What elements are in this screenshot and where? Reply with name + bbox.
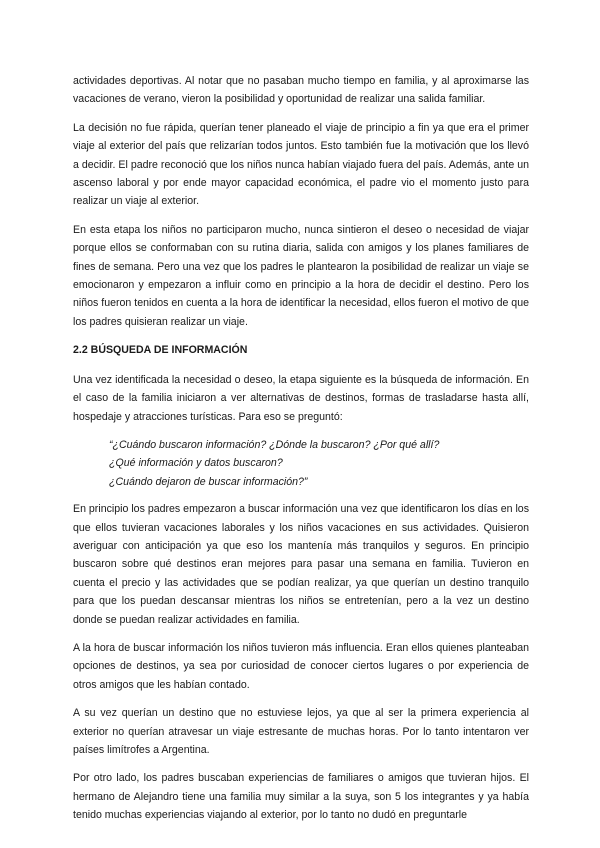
section-heading: 2.2 BÚSQUEDA DE INFORMACIÓN	[73, 344, 248, 357]
question-line: ¿Qué información y datos buscaron?	[109, 457, 283, 470]
question-line: “¿Cuándo buscaron información? ¿Dónde la buscaron? ¿Por qué allí?	[109, 438, 440, 451]
paragraph: La decisión no fue rápida, querían tener planeado el viaje de principio a fin ya que era el primer viaje al exterior del país que relizarían todos juntos. Esto también fue la motivación que los llevó a decidir. El padre reconoció que los niños nunca habían viajado fuera del país. Además, ante un ascenso laboral y por ende mayor capacidad económica, el padre vio el momento justo para realizar un viaje al exterior.	[73, 121, 529, 208]
paragraph: A su vez querían un destino que no estuviese lejos, ya que al ser la primera experiencia al exterior no querían atravesar un viaje estresante de muchas horas. Por lo tanto intentaron ver países limítrofes a Argentina.	[73, 707, 529, 756]
questions-block	[109, 436, 529, 491]
paragraph: En esta etapa los niños no participaron mucho, nunca sintieron el deseo o necesidad de viajar porque ellos se conformaban con su rutina diaria, salida con amigos y los planes familiares de fines de semana. Pero una vez que los padres le plantearon la posibilidad de realizar un viaje se emocionaron y empezaron a influir como en principio a la hora de decidir el destino. Pero los niños fueron tenidos en cuenta a la hora de identificar la necesidad, ellos fueron el motivo de que los padres quisieran realizar un viaje.	[73, 223, 529, 328]
paragraph: En principio los padres empezaron a buscar información una vez que identificaron los días en los que ellos tuvieran vacaciones laborales y los niños vacaciones en sus actividades. Quisieron averiguar con anticipación ya que eso los mantenía más tranquilos y seguros. En principio buscaron sobre qué destinos eran mejores para pasar una semana en familia. Tuvieron en cuenta el precio y las actividades que se podían realizar, ya que querían un destino tranquilo para que los puedan descansar mientras los niños se entretenían, pero a la vez un destino donde se puedan realizar actividades en familia.	[73, 503, 529, 626]
paragraph: Por otro lado, los padres buscaban experiencias de familiares o amigos que tuvieran hijos. El hermano de Alejandro tiene una familia muy similar a la suya, son 5 los integrantes y ya había tenido muchas experiencias viajando al exterior, por lo tanto no dudó en preguntarle	[73, 772, 529, 822]
paragraph: actividades deportivas. Al notar que no pasaban mucho tiempo en familia, y al aproximarse las vacaciones de verano, vieron la posibilidad y oportunidad de realizar una salida familiar.	[73, 75, 529, 106]
intro-paragraph: Una vez identificada la necesidad o deseo, la etapa siguiente es la búsqueda de información. En el caso de la familia iniciaron a ver alternativas de destinos, formas de trasladarse hasta allí, hospedaje y atracciones turísticas. Para eso se preguntó:	[73, 373, 529, 423]
question-line: ¿Cuándo dejaron de buscar información?”	[109, 475, 308, 488]
paragraph: A la hora de buscar información los niños tuvieron más influencia. Eran ellos quienes planteaban opciones de destinos, ya sea por curiosidad de conocer ciertos lugares o por experiencia de otros amigos que les habían contado.	[73, 641, 529, 691]
document-page	[73, 72, 529, 835]
